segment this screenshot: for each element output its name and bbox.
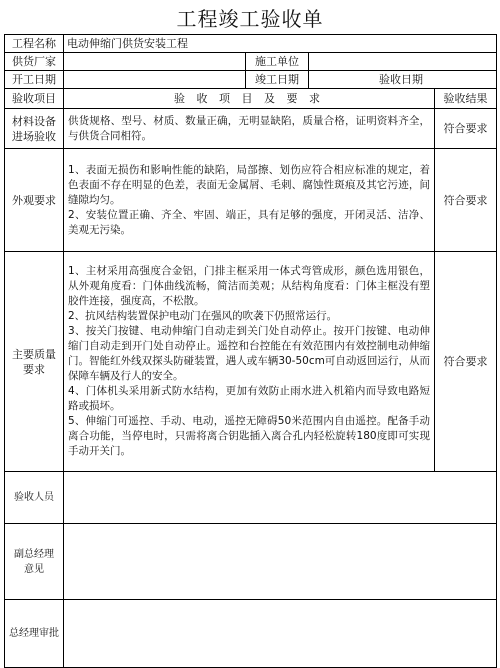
gm-approval-label: 总经理审批	[5, 600, 64, 668]
materials-label-line2: 进场验收	[12, 129, 56, 143]
deputy-gm-label-line2: 意见	[24, 563, 44, 575]
col-header-item: 验收项目	[5, 89, 64, 109]
appearance-row	[5, 149, 497, 252]
quality-label	[5, 252, 64, 472]
project-name-label: 工程名称	[5, 35, 64, 53]
col-header-requirements: 验 收 项 目 及 要 求	[64, 89, 435, 109]
quality-item-2: 2、抗风结构装置保护电动门在强风的吹袭下仍照常运行。	[68, 310, 338, 322]
acceptance-date-label: 验收日期	[309, 71, 497, 89]
start-date-value[interactable]	[64, 71, 246, 89]
col-header-result: 验收结果	[435, 89, 497, 109]
quality-item-4: 4、门体机头采用新式防水结构，更加有效防止雨水进入机箱内而导致电路短路或损坏。	[68, 385, 430, 412]
appearance-result[interactable]: 符合要求	[435, 149, 497, 252]
contractor-value[interactable]	[309, 53, 497, 71]
quality-item-1: 1、主材采用高强度合金铝，门排主框采用一体式弯管成形，颜色选用银色，从外观角度看：门体曲线流畅，简洁而美观；从结构角度看：门体主框没有塑胶件连接，强度高，不松散。	[68, 265, 430, 307]
quality-label-line1: 主要质量	[12, 347, 56, 361]
quality-item-5: 5、伸缩门可遥控、手动、电动，遥控无障碍50米范围内自由遥控。配备手动离合功能，当停电时，只需将离合钥匙插入离合孔内轻松旋转180度即可实现手动开关门。	[68, 415, 430, 457]
materials-requirements: 供货规格、型号、材质、数量正确，无明显缺陷，质量合格，证明资料齐全，与供货合同相符。	[64, 109, 435, 149]
materials-label	[5, 109, 64, 149]
quality-label-line2: 要求	[23, 362, 45, 376]
acceptance-form-table	[4, 34, 497, 668]
deputy-gm-opinion-field[interactable]	[64, 524, 497, 600]
appearance-item-1: 1、表面无损伤和影响性能的缺陷，局部擦、划伤应符合相应标准的规定，着色表面不存在明显的色差，表面无金属屑、毛刺、腐蚀性斑痕及其它污迹，间缝隙均匀。	[68, 163, 430, 206]
appearance-label: 外观要求	[5, 149, 64, 252]
inspectors-label: 验收人员	[5, 472, 64, 524]
column-header-row	[5, 89, 497, 109]
dates-row	[5, 71, 497, 89]
project-name-row	[5, 35, 497, 53]
quality-result[interactable]: 符合要求	[435, 252, 497, 472]
inspectors-row	[5, 472, 497, 524]
gm-approval-field[interactable]	[64, 600, 497, 668]
deputy-gm-row	[5, 524, 497, 600]
supplier-label: 供货厂家	[5, 53, 64, 71]
deputy-gm-label	[5, 524, 64, 600]
supplier-row	[5, 53, 497, 71]
quality-requirements	[64, 252, 435, 472]
materials-label-line1: 材料设备	[12, 114, 56, 128]
quality-item-3: 3、按关门按键、电动伸缩门自动走到关门处自动停止。按开门按键、电动伸缩门自动走到开门处自动停止。遥控和台控能在有效范围内有效控制电动伸缩门。智能红外线双探头防碰装置，遇人或车辆30-50cm可自动返回运行，从而保障车辆及行人的安全。	[68, 325, 430, 382]
materials-row	[5, 109, 497, 149]
materials-result[interactable]: 符合要求	[435, 109, 497, 149]
contractor-label: 施工单位	[246, 53, 309, 71]
project-name-value[interactable]: 电动伸缩门供货安装工程	[64, 35, 497, 53]
appearance-requirements	[64, 149, 435, 252]
completion-date-label: 竣工日期	[246, 71, 309, 89]
inspectors-signature-field[interactable]	[64, 472, 497, 524]
appearance-item-2: 2、安装位置正确、齐全、牢固、端正，具有足够的强度，开闭灵活、洁净、美观无污染。	[68, 208, 430, 236]
start-date-label: 开工日期	[5, 71, 64, 89]
quality-row	[5, 252, 497, 472]
form-title: 工程竣工验收单	[176, 7, 324, 31]
deputy-gm-label-line1: 副总经理	[14, 548, 54, 560]
supplier-value[interactable]	[64, 53, 246, 71]
gm-approval-row	[5, 600, 497, 668]
